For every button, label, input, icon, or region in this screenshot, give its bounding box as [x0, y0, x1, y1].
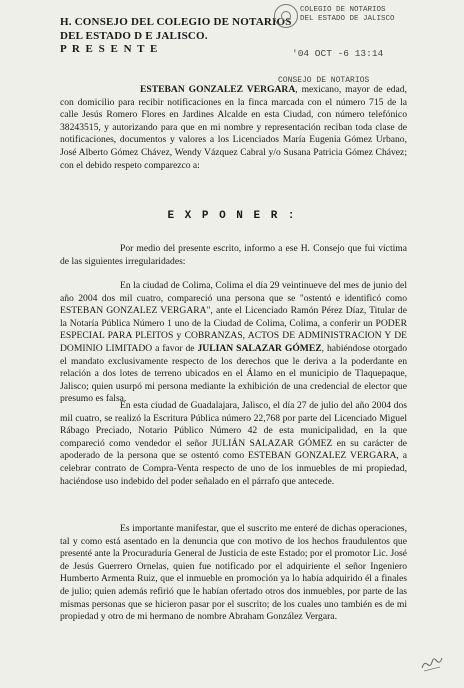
- notary-seal-icon: [274, 4, 298, 28]
- attorney-name: JULIAN SALAZAR GÓMEZ: [197, 342, 322, 354]
- stamp-datetime: '04 OCT -6 13:14: [292, 48, 384, 59]
- petitioner-name: ESTEBAN GONZALEZ VERGARA: [140, 84, 296, 95]
- paragraph-2-text-a: En la ciudad de Colima, Colima el día 29 veintinueve del mes de junio del año 2004 dos mil cuatro, compareció una persona que se "ostentó e identificó como ESTEBAN GONZALEZ VERGARA", ante el Licenciado Ramón Pérez Díaz, Titular de la Notaría Pública Número 1 uno de la Ciudad de Colima, Colima, a conferir un PODER ESPECIAL PARA PLEITOS y COBRANZAS, ACTOS DE ADMINISTRACION Y DE DOMINIO LIMITADO a favor de: [60, 280, 407, 354]
- paragraph-2-text-b: , habiéndose otorgado el mandato exclusivamente respecto de los derechos que le deriva a la poderdante en relación a dos lotes de terreno ubicados en el Álamo en el municipio de Tlaquepaque, Jalisco; quien usurpó mi persona mediante la exhibición de una credencial de elector que presumo es falsa.: [60, 342, 407, 405]
- stamp-line-1: COLEGIO DE NOTARIOS: [300, 6, 386, 14]
- addressee-line-3: P R E S E N T E: [60, 43, 159, 55]
- stamp-line-2: DEL ESTADO DE JALISCO: [300, 15, 395, 23]
- stamp-receiver: CONSEJO DE NOTARIOS: [278, 76, 370, 85]
- paragraph-2: [60, 280, 407, 406]
- paragraph-3: En esta ciudad de Guadalajara, Jalisco, el día 27 de julio del año 2004 dos mil cuatro, se realizó la Escritura Pública número 22,768 por parte del Licenciado Miguel Rábago Preciado, Notario Público Número 42 de esta municipalidad, en la que compareció como vendedor el señor JULIÁN SALAZAR GÓMEZ en su carácter de apoderado de la persona que se ostentó como ESTEBAN GONZALEZ VERGARA, a celebrar contrato de Compra-Venta respecto de uno de los inmuebles de mi propiedad, haciéndose uso indebido del poder señalado en el párrafo que antecede.: [60, 400, 407, 487]
- handwritten-initial-icon: [420, 652, 446, 674]
- section-heading: E X P O N E R :: [167, 210, 297, 222]
- intro-paragraph: [60, 84, 407, 172]
- addressee-line-1: H. CONSEJO DEL COLEGIO DE NOTARIOS: [60, 16, 292, 28]
- paragraph-1: Por medio del presente escrito, informo a ese H. Consejo que fui víctima de las siguientes irregularidades:: [60, 243, 407, 267]
- intro-text: , mexicano, mayor de edad, con domicilio para recibir notificaciones en la finca marcada con el número 715 de la calle Jesús Romero Flores en Jardines Alcalde en esta Ciudad, con número telefónico 38243515, y autorizando para que en mi nombre y representación reciban toda clase de notificaciones, documentos y valores a los Licenciados María Eugenia Gómez Urbano, José Alberto Gómez Chávez, Wendy Vázquez Cabral y/o Susana Patricia Gómez Chávez; con el debido respeto comparezco a:: [60, 84, 407, 171]
- addressee-line-2: DEL ESTADO D E JALISCO.: [60, 30, 208, 42]
- paragraph-4: Es importante manifestar, que el suscrito me enteré de dichas operaciones, tal y como está asentado en la denuncia que con motivo de los hechos fraudulentos que presenté ante la Procuraduría General de Justicia de este Estado; por el promotor Lic. José de Jesús Guerrero Ornelas, quien fue notificado por el adquiriente el señor Ingeniero Humberto Armenta Ruiz, que el inmueble en promoción ya lo había adquirido él a finales de julio; quien además refirió que le habían ofertado otros dos inmuebles, por parte de las mismas personas que se hicieron pasar por el suscrito; de los cuales uno también es de mi propiedad y otro de mi hermano de nombre Abraham González Vergara.: [60, 523, 407, 623]
